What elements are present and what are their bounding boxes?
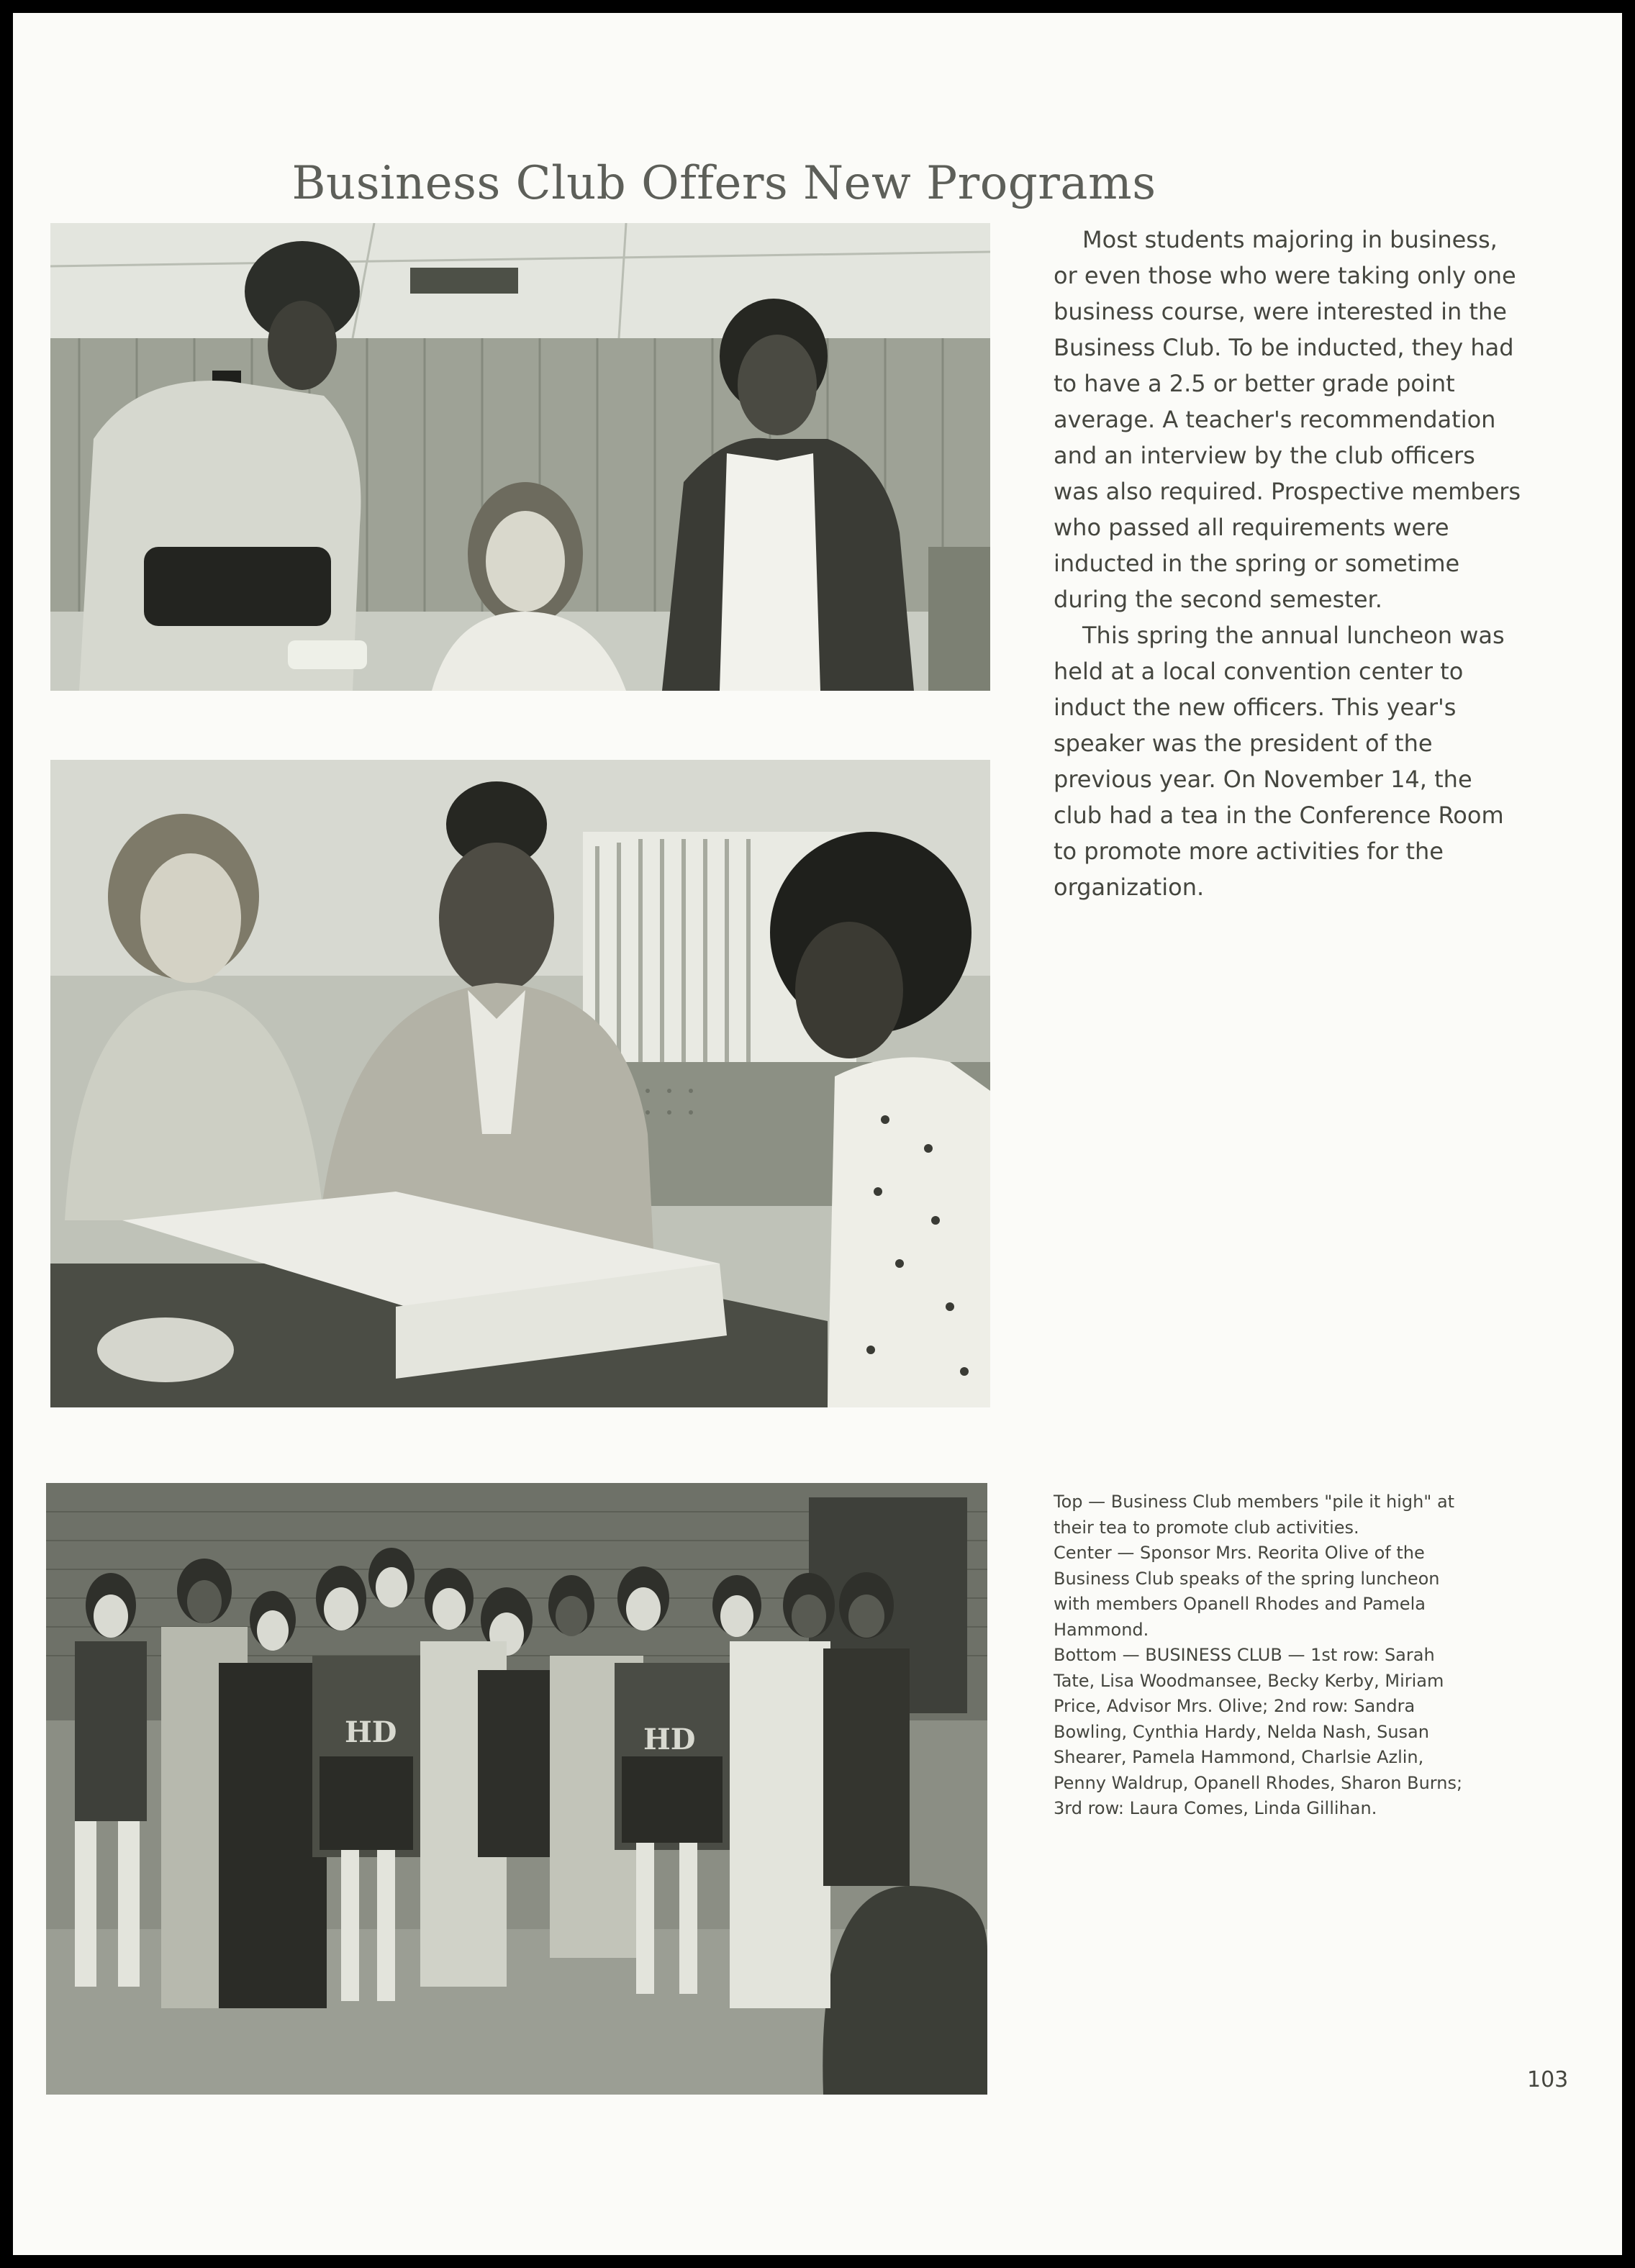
photo-top bbox=[50, 223, 990, 691]
article-paragraph: This spring the annual luncheon was held at a local convention center to induct the new officers. This year's speaker was the president of the previous year. On November 14, the club had a tea in the Conference Room to promote more activities for the organization. bbox=[1054, 622, 1505, 901]
article-paragraph: Most students majoring in business, or even those who were taking only one business course, were interested in the Business Club. To be inducted, they had to have a 2.5 or better grade point average. A teacher's recommendation and an interview by the club officers was also required. Prospective members who passed all requirements were inducted in the spring or sometime during the second semester. bbox=[1054, 226, 1521, 613]
photo-center-image bbox=[50, 760, 990, 1407]
caption-center: Center — Sponsor Mrs. Reorita Olive of the Business Club speaks of the spring luncheon with members Opanell Rhodes and Pamela Hammond. bbox=[1054, 1543, 1440, 1640]
caption-bottom: Bottom — BUSINESS CLUB — 1st row: Sarah Tate, Lisa Woodmansee, Becky Kerby, Miriam Price, Advisor Mrs. Olive; 2nd row: Sandra Bowling, Cynthia Hardy, Nelda Nash, Susan Shearer, Pamela Hammond, Charlsie Azlin, Penny Waldrup, Opanell Rhodes, Sharon Burns; 3rd row: Laura Comes, Linda Gillihan. bbox=[1054, 1645, 1463, 1818]
photo-bottom bbox=[46, 1483, 987, 2095]
page-number: 103 bbox=[1527, 2067, 1569, 2092]
svg-text:HD: HD bbox=[643, 1723, 696, 1756]
photo-top-image bbox=[50, 223, 990, 691]
photo-center bbox=[50, 760, 990, 1407]
photo-bottom-image bbox=[46, 1483, 987, 2095]
svg-text:HD: HD bbox=[345, 1715, 397, 1749]
page-title: Business Club Offers New Programs bbox=[291, 157, 1156, 210]
article-body bbox=[1054, 222, 1521, 905]
yearbook-page bbox=[13, 13, 1622, 2255]
caption-top: Top — Business Club members "pile it high" at their tea to promote club activities. bbox=[1054, 1492, 1455, 1538]
photo-caption bbox=[1054, 1489, 1478, 1822]
